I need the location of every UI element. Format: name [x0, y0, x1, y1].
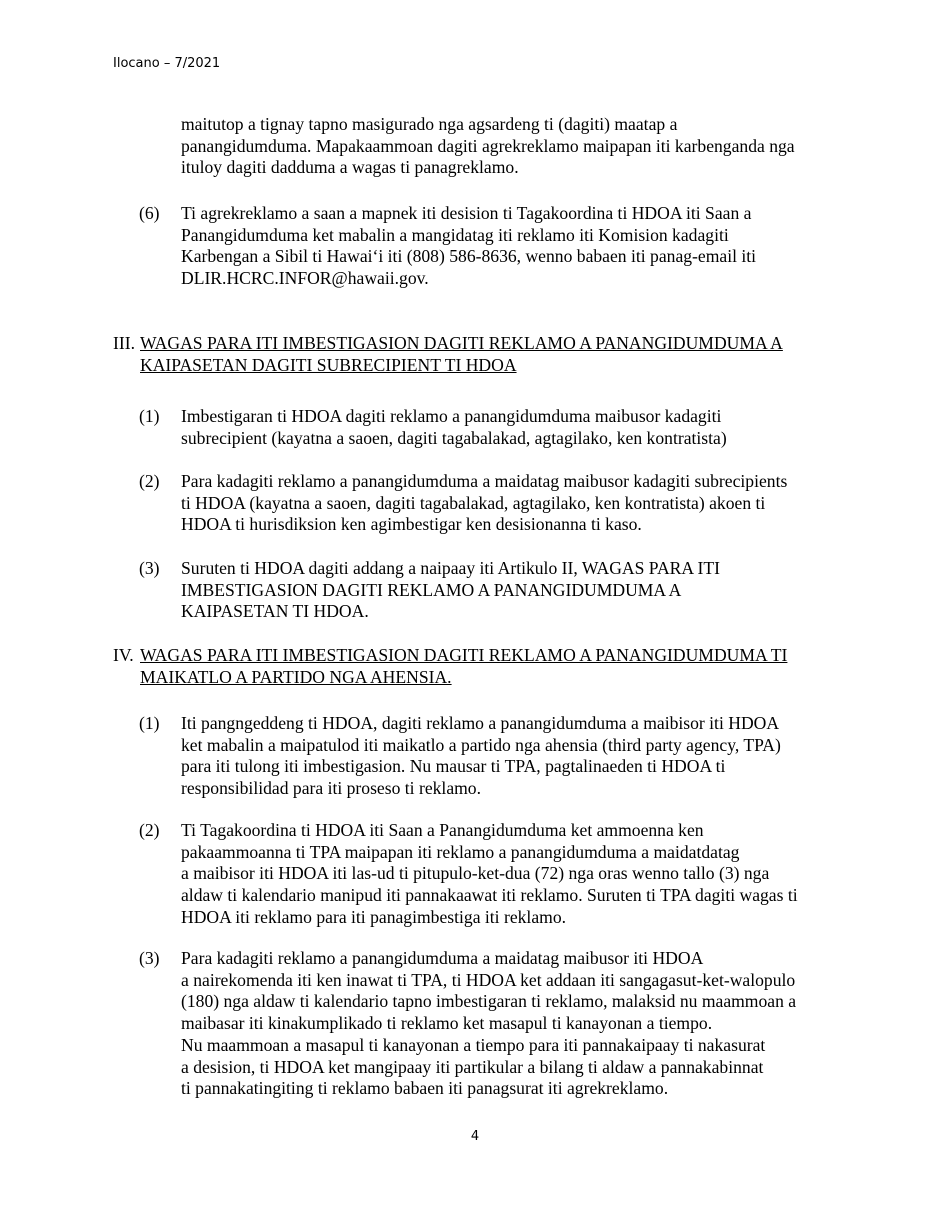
- text-line: ti pannakatingiting ti reklamo babaen iti panagsurat iti agrekreklamo.: [181, 1078, 669, 1099]
- text-line: panangidumduma. Mapakaammoan dagiti agrekreklamo maipapan iti karbenganda nga: [181, 135, 795, 156]
- text-line: Iti pangngeddeng ti HDOA, dagiti reklamo a panangidumduma a maibisor iti HDOA: [181, 713, 780, 733]
- text-line: Ti agrekreklamo a saan a mapnek iti desision ti Tagakoordina ti HDOA iti Saan a: [181, 203, 752, 223]
- text-line: Para kadagiti reklamo a panangidumduma a maidatag maibusor iti HDOA: [181, 948, 704, 968]
- page-number: 4: [470, 1129, 480, 1144]
- item-number: (2): [139, 471, 160, 491]
- text-line: para iti tulong iti imbestigasion. Nu mausar ti TPA, pagtalinaeden ti HDOA ti: [181, 756, 726, 777]
- text-line: responsibilidad para iti proseso ti reklamo.: [181, 778, 482, 799]
- item-text: [181, 471, 787, 536]
- title-line: WAGAS PARA ITI IMBESTIGASION DAGITI REKLAMO A PANANGIDUMDUMA TI: [140, 645, 788, 665]
- item-number: (6): [139, 203, 160, 223]
- title-line: MAIKATLO A PARTIDO NGA AHENSIA.: [140, 666, 452, 687]
- text-line: maitutop a tignay tapno masigurado nga agsardeng ti (dagiti) maatap a: [181, 114, 678, 134]
- text-line: Ti Tagakoordina ti HDOA iti Saan a Panangidumduma ket ammoenna ken: [181, 820, 704, 840]
- item-number: (3): [139, 558, 160, 578]
- item-text: [181, 948, 796, 1100]
- text-line: a desision, ti HDOA ket mangipaay iti partikular a bilang ti aldaw a pannakabinnat: [181, 1056, 764, 1077]
- item-number: (1): [139, 713, 160, 733]
- item-text: [181, 406, 727, 449]
- text-line: HDOA iti reklamo para iti panagimbestiga iti reklamo.: [181, 906, 567, 927]
- text-line: IMBESTIGASION DAGITI REKLAMO A PANANGIDUMDUMA A: [181, 579, 682, 600]
- text-line: aldaw ti kalendario manipud iti pannakaawat iti reklamo. Suruten ti TPA dagiti wagas ti: [181, 885, 798, 906]
- text-line: a nairekomenda iti ken inawat ti TPA, ti HDOA ket addaan iti sangagasut-ket-walopulo: [181, 969, 796, 990]
- intro-paragraph: [181, 114, 795, 179]
- text-line: ituloy dagiti dadduma a wagas ti panagreklamo.: [181, 157, 519, 178]
- item-text: [181, 713, 781, 800]
- text-line: Para kadagiti reklamo a panangidumduma a maidatag maibusor kadagiti subrecipients: [181, 471, 788, 491]
- text-line: Imbestigaran ti HDOA dagiti reklamo a panangidumduma maibusor kadagiti: [181, 406, 722, 426]
- item-number: (3): [139, 948, 160, 968]
- item-text: [181, 558, 720, 623]
- title-line: WAGAS PARA ITI IMBESTIGASION DAGITI REKLAMO A PANANGIDUMDUMA A: [140, 333, 783, 353]
- text-line: pakaammoanna ti TPA maipapan iti reklamo a panangidumduma a maidatdatag: [181, 841, 740, 862]
- item-number: (2): [139, 820, 160, 840]
- text-line: KAIPASETAN TI HDOA.: [181, 601, 369, 622]
- title-line: KAIPASETAN DAGITI SUBRECIPIENT TI HDOA: [140, 354, 517, 375]
- section-title: [140, 333, 783, 376]
- text-line: subrecipient (kayatna a saoen, dagiti tagabalakad, agtagilako, ken kontratista): [181, 427, 727, 448]
- text-line: a maibisor iti HDOA iti las-ud ti pitupulo-ket-dua (72) nga oras wenno tallo (3) nga: [181, 863, 770, 884]
- text-line: ket mabalin a maipatulod iti maikatlo a partido nga ahensia (third party agency, TPA): [181, 734, 781, 755]
- section-number: III.: [113, 333, 135, 353]
- text-line: Nu maammoan a masapul ti kanayonan a tiempo para iti pannakaipaay ti nakasurat: [181, 1034, 766, 1055]
- text-line: (180) nga aldaw ti kalendario tapno imbestigaran ti reklamo, malaksid nu maammoan a: [181, 991, 797, 1012]
- text-line: Karbengan a Sibil ti Hawai‘i iti (808) 586-8636, wenno babaen iti panag-email iti: [181, 246, 757, 267]
- section-number: IV.: [113, 645, 134, 665]
- document-header: Ilocano – 7/2021: [113, 56, 221, 71]
- text-line: maibasar iti kinakumplikado ti reklamo ket masapul ti kanayonan a tiempo.: [181, 1013, 713, 1034]
- text-line: Suruten ti HDOA dagiti addang a naipaay iti Artikulo II, WAGAS PARA ITI: [181, 558, 721, 578]
- text-line: DLIR.HCRC.INFOR@hawaii.gov.: [181, 268, 429, 289]
- text-line: HDOA ti hurisdiksion ken agimbestigar ken desisionanna ti kaso.: [181, 514, 642, 535]
- item-text: [181, 203, 756, 290]
- section-title: [140, 645, 787, 688]
- item-text: [181, 820, 798, 929]
- text-line: ti HDOA (kayatna a saoen, dagiti tagabalakad, agtagilako, ken kontratista) akoen ti: [181, 492, 766, 513]
- text-line: Panangidumduma ket mabalin a mangidatag iti reklamo iti Komision kadagiti: [181, 224, 729, 245]
- item-number: (1): [139, 406, 160, 426]
